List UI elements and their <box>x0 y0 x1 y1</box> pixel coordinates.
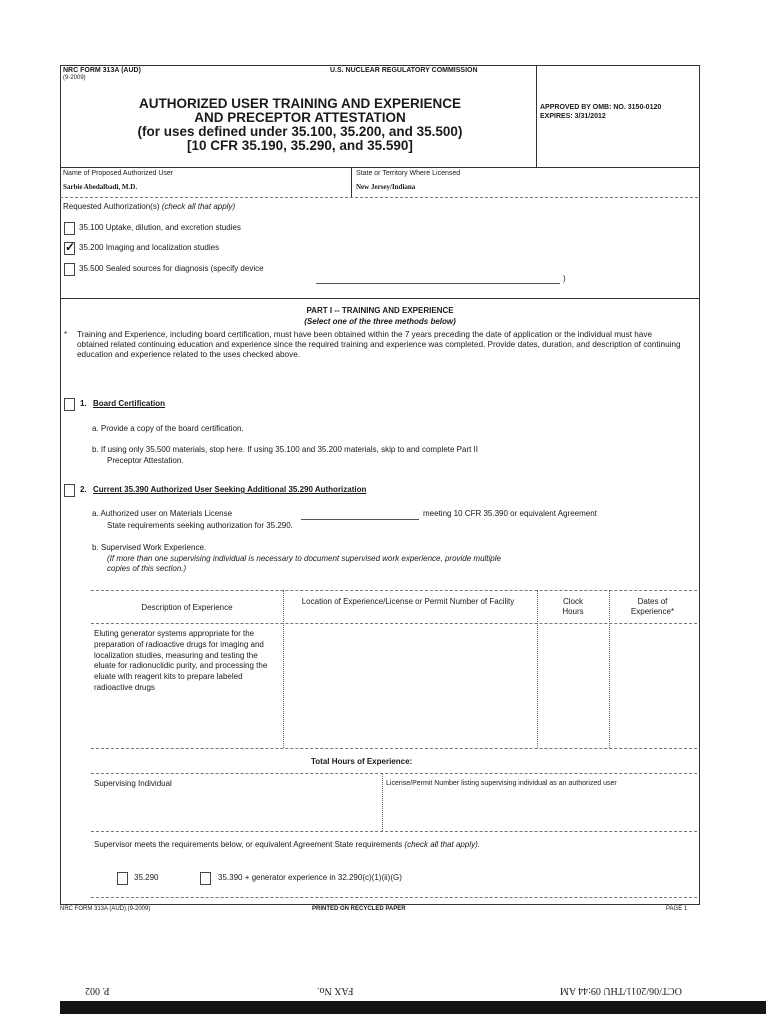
state-label: State or Territory Where Licensed <box>356 170 461 177</box>
supervisor-row-rule <box>91 831 697 832</box>
fax-page-number: P. 002 <box>85 985 110 996</box>
fax-number-label: FAX No. <box>317 985 354 996</box>
authorization-bottom-rule <box>60 298 699 299</box>
agency-name: U.S. NUCLEAR REGULATORY COMMISSION <box>330 67 478 74</box>
section2-item-b2: (If more than one supervising individual is necessary to document supervised work experience, provide multiple <box>107 554 501 563</box>
fax-timestamp: OCT/06/2011/THU 09:44 AM <box>560 985 682 996</box>
col-header-description: Description of Experience <box>141 603 233 612</box>
name-value[interactable]: Sarbie Abedalbadi, M.D. <box>63 183 138 191</box>
auth-35-200-checkbox[interactable] <box>64 242 75 255</box>
auth-35-500-checkbox[interactable] <box>64 263 75 276</box>
footer-page: PAGE 1 <box>666 906 688 912</box>
req-35-390-label: 35.390 + generator experience in 32.290(c)(1)(ii)(G) <box>218 873 402 882</box>
supervisor-divider <box>382 773 383 831</box>
table-col-divider-2 <box>537 590 538 748</box>
omb-expires: EXPIRES: 3/31/2012 <box>540 113 606 120</box>
form-title-line3: (for uses defined under 35.100, 35.200, and 35.500) <box>137 124 463 139</box>
table-bottom-rule <box>91 897 697 898</box>
auth-35-500-label: 35.500 Sealed sources for diagnosis (specify device <box>79 264 264 273</box>
req-35-390-checkbox[interactable] <box>200 872 211 885</box>
total-hours-label: Total Hours of Experience: <box>311 757 413 766</box>
section1-item-a: a. Provide a copy of the board certification. <box>92 424 244 433</box>
table-col-divider-1 <box>283 590 284 748</box>
experience-note: Training and Experience, including board certification, must have been obtained within the 7 years preceding the date of application or the individual must have obtained related continuing education and experience since the required training and experience was completed. Provide dates, duration, and description of continuing education and experience related to the uses checked above. <box>77 330 681 359</box>
section2-title: Current 35.390 Authorized User Seeking Additional 35.290 Authorization <box>93 485 367 494</box>
table-top-rule <box>91 590 697 591</box>
current-authorized-user-checkbox[interactable] <box>64 484 75 497</box>
supervisor-requirements-text: Supervisor meets the requirements below, or equivalent Agreement State requirements (check all that apply). <box>94 840 480 849</box>
form-date: (9-2009) <box>63 75 86 81</box>
name-label: Name of Proposed Authorized User <box>63 170 174 177</box>
col-header-location: Location of Experience/License or Permit Number of Facility <box>301 597 515 606</box>
part1-subtitle: (Select one of the three methods below) <box>304 317 456 326</box>
section1-item-b2: Preceptor Attestation. <box>107 456 184 465</box>
section2-item-a3: State requirements seeking authorization for 35.290. <box>107 521 293 530</box>
board-certification-checkbox[interactable] <box>64 398 75 411</box>
header-divider <box>536 65 537 167</box>
total-row-rule <box>91 773 697 774</box>
auth-35-100-label: 35.100 Uptake, dilution, and excretion studies <box>79 223 241 232</box>
section2-item-b1: b. Supervised Work Experience. <box>92 543 207 552</box>
board-certification-title: Board Certification <box>93 399 166 408</box>
col-header-clock-hours: Clock Hours <box>562 597 584 616</box>
section1-number: 1. <box>80 399 87 408</box>
name-state-divider <box>351 167 352 197</box>
experience-description: Eluting generator systems appropriate for the preparation of radioactive drugs for imaging and localization studies, measuring and testing the eluate for radionuclidic purity, and processing the eluate with reagent kits to prepare labeled radioactive drugs <box>94 629 268 692</box>
note-asterisk: * <box>64 330 68 339</box>
form-title-line2: AND PRECEPTOR ATTESTATION <box>194 110 406 125</box>
header-bottom-rule <box>60 167 699 168</box>
device-specify-line[interactable] <box>316 283 560 284</box>
col-header-dates: Dates of Experience* <box>630 597 675 616</box>
form-title-line4: [10 CFR 35.190, 35.290, and 35.590] <box>187 138 413 153</box>
form-id: NRC FORM 313A (AUD) <box>63 67 141 74</box>
req-35-290-label: 35.290 <box>134 873 159 882</box>
section1-item-b1: b. If using only 35.500 materials, stop here. If using 35.100 and 35.200 materials, skip to and complete Part II <box>92 445 479 454</box>
section2-item-a2: meeting 10 CFR 35.390 or equivalent Agreement <box>423 509 597 518</box>
device-close-paren: ) <box>563 274 566 283</box>
supervisor-license-label: License/Permit Number listing supervising individual as an authorized user <box>386 780 617 787</box>
fax-transmission-strip <box>60 1001 766 1014</box>
materials-license-line[interactable] <box>301 519 419 520</box>
supervising-individual-label: Supervising Individual <box>94 779 172 788</box>
auth-35-100-checkbox[interactable] <box>64 222 75 235</box>
req-35-290-checkbox[interactable] <box>117 872 128 885</box>
footer-form-ref: NRC FORM 313A (AUD) (9-2009) <box>60 906 151 912</box>
table-col-divider-3 <box>609 590 610 748</box>
footer-printed: PRINTED ON RECYCLED PAPER <box>312 906 406 912</box>
auth-35-200-label: 35.200 Imaging and localization studies <box>79 243 220 252</box>
table-header-rule <box>91 623 697 624</box>
part1-title: PART I -- TRAINING AND EXPERIENCE <box>306 306 454 315</box>
omb-approval: APPROVED BY OMB: NO. 3150-0120 <box>540 104 662 111</box>
section2-item-a1: a. Authorized user on Materials License <box>92 509 233 518</box>
name-row-rule <box>60 197 698 198</box>
table-row-rule <box>91 748 697 749</box>
state-value[interactable]: New Jersey/Indiana <box>356 183 416 191</box>
section2-number: 2. <box>80 485 87 494</box>
form-title-line1: AUTHORIZED USER TRAINING AND EXPERIENCE <box>138 96 462 111</box>
authorization-label: Requested Authorization(s) (check all that apply) <box>63 202 236 211</box>
section2-item-b3: copies of this section.) <box>107 564 187 573</box>
